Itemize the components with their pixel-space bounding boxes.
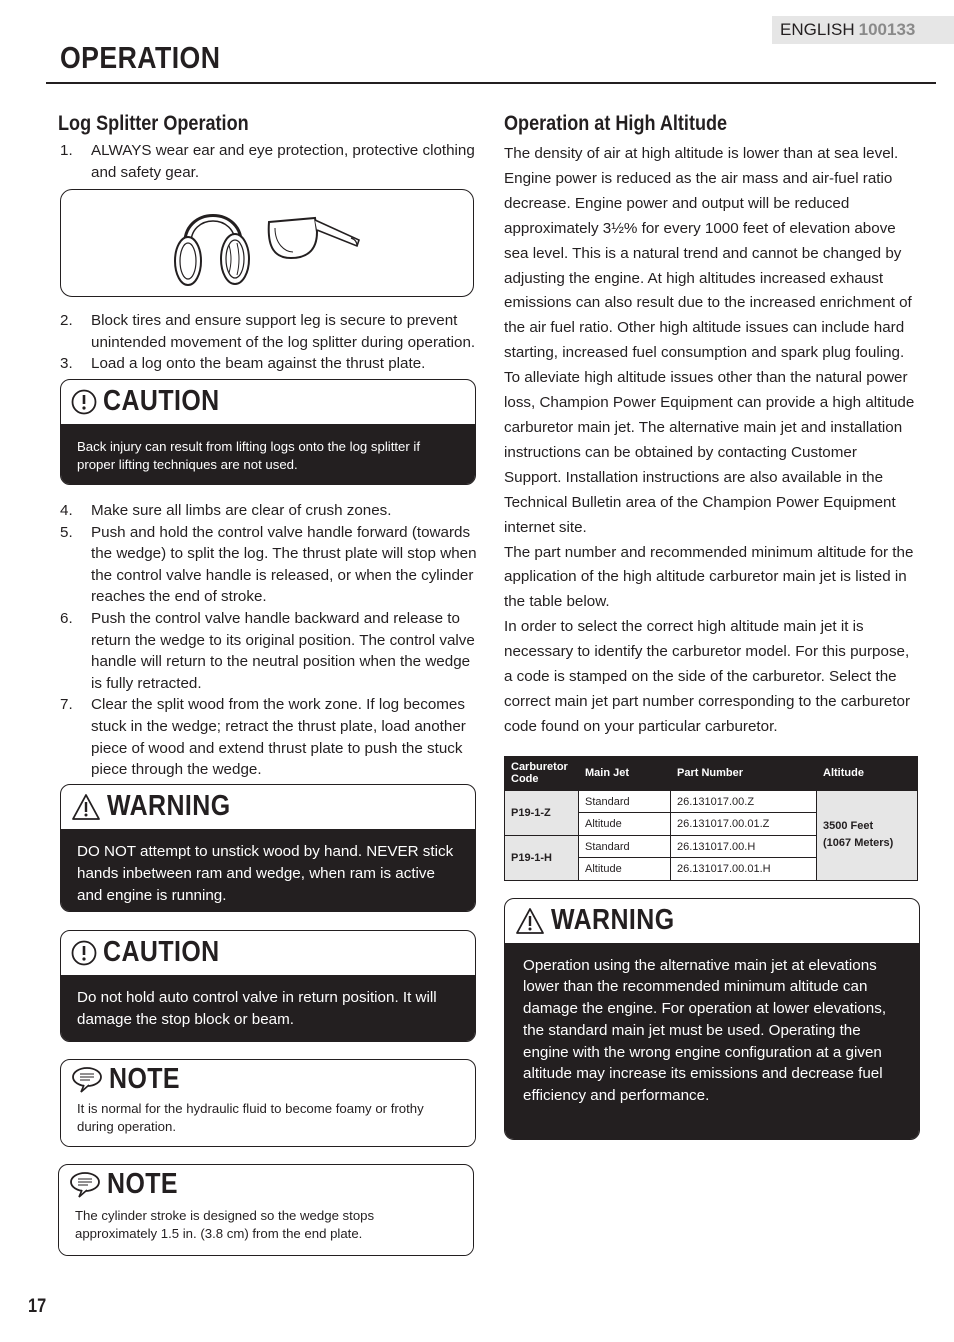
page-number: 17: [28, 1296, 47, 1317]
model-code: 100133: [858, 20, 916, 39]
list-item: [58, 353, 478, 375]
section-title-high-altitude: Operation at High Altitude: [504, 112, 728, 135]
step-number: 3.: [60, 355, 73, 373]
warning-triangle-icon: [515, 907, 545, 935]
warning-box-unstick-wood: [60, 784, 476, 912]
list-item: [58, 310, 478, 353]
part-number-cell: 26.131017.00.01.H: [671, 858, 817, 881]
speech-bubble-icon: [71, 1066, 103, 1094]
note-label: NOTE: [109, 1063, 181, 1096]
part-number-cell: 26.131017.00.Z: [671, 790, 817, 813]
warning-text: Operation using the alternative main jet at elevations lower than the recommended minimum altitude can damage the engine. For operation at lower elevations, the standard main jet must be used. Operating the engine with the wrong engine configuration at a given altitude may increase its emissions and decrease fuel efficiency and performance.: [505, 943, 919, 1139]
paragraph: To alleviate high altitude issues other than the natural power loss, Champion Power Equipment can provide a high altitude carburetor main jet. The alternative main jet and installation instructions can be obtained by contacting Customer Support. Installation instructions are also available in the Technical Bulletin area of the Champion Power Equipment internet site.: [504, 369, 915, 536]
caution-text: Back injury can result from lifting logs onto the log splitter if proper lifting techniques are not used.: [61, 424, 475, 484]
paragraph: The density of air at high altitude is lower than at sea level. Engine power is reduced as the air mass and air-fuel ratio decrease. Engine power and output will be reduced approximately 3½% for every 1000 feet of elevation above sea level. This is a natural trend and cannot be changed by adjusting the engine. At high altitudes increased exhaust emissions can also result due to the increased enrichment of the air fuel ratio. Other high altitude issues can include hard starting, increased fuel consumption and spark plug fouling.: [504, 145, 912, 362]
step-text: Clear the split wood from the work zone. If log becomes stuck in the wedge; retract the thrust plate, load another piece of wood and extend thrust plate to push the stuck piece through the wedge.: [91, 696, 466, 779]
paragraph: In order to select the correct high altitude main jet it is necessary to identify the carburetor model. For this purpose, a code is stamped on the side of the carburetor. Select the correct main jet part number corresponding to the carburetor code found on your particular carburetor.: [504, 618, 911, 735]
list-item: [58, 500, 478, 522]
part-number-cell: 26.131017.00.01.Z: [671, 813, 817, 836]
step-number: 4.: [60, 501, 73, 519]
carburetor-code: P19-1-H: [505, 835, 579, 880]
page-title: OPERATION: [60, 40, 221, 75]
caution-icon: [71, 389, 97, 415]
main-jet-cell: Standard: [579, 790, 671, 813]
list-item: [58, 140, 478, 183]
step-text: Push and hold the control valve handle forward (towards the wedge) to split the log. The thrust plate will stop when the control valve handle is released, or when the cylinder reaches the end of stroke.: [91, 523, 477, 606]
table-header-row: [505, 756, 918, 790]
main-jet-cell: Altitude: [579, 858, 671, 881]
note-box-cylinder-stroke: [58, 1164, 474, 1256]
list-item: [58, 694, 478, 780]
language-label: ENGLISH: [780, 20, 855, 39]
list-item: [58, 608, 478, 694]
list-item: [58, 522, 478, 608]
altitude-cell: [817, 790, 918, 880]
altitude-feet: 3500 Feet: [823, 820, 874, 833]
note-text: It is normal for the hydraulic fluid to become foamy or frothy during operation.: [61, 1100, 475, 1146]
step-number: 6.: [60, 609, 73, 627]
steps-list-a: [58, 140, 478, 183]
column-header: Carburetor Code: [505, 756, 579, 790]
main-jet-cell: Altitude: [579, 813, 671, 836]
main-jet-table: [504, 756, 918, 881]
table-row: [505, 790, 918, 813]
step-number: 1.: [60, 142, 73, 159]
caution-text: Do not hold auto control valve in return position. It will damage the stop block or beam.: [61, 975, 475, 1041]
caution-box-control-valve: [60, 930, 476, 1042]
column-header: Main Jet: [579, 756, 671, 790]
title-divider: [46, 82, 936, 84]
caution-icon: [71, 940, 97, 966]
language-tab: [772, 16, 954, 44]
step-number: 5.: [60, 523, 73, 541]
part-number-cell: 26.131017.00.H: [671, 835, 817, 858]
main-jet-cell: Standard: [579, 835, 671, 858]
warning-triangle-icon: [71, 793, 101, 821]
steps-list-c: [58, 500, 478, 781]
note-box-hydraulic-fluid: [60, 1059, 476, 1147]
step-text: ALWAYS wear ear and eye protection, protective clothing and safety gear.: [91, 142, 475, 181]
speech-bubble-icon: [69, 1171, 101, 1199]
caution-label: CAUTION: [103, 936, 220, 969]
column-header: Altitude: [817, 756, 918, 790]
right-column: [504, 112, 918, 1140]
step-text: Make sure all limbs are clear of crush zones.: [91, 501, 392, 519]
step-text: Block tires and ensure support leg is secure to prevent unintended movement of the log splitter during operation.: [91, 312, 476, 351]
paragraph: The part number and recommended minimum altitude for the application of the high altitude carburetor main jet is listed in the table below.: [504, 543, 914, 611]
section-title-log-splitter: Log Splitter Operation: [58, 112, 249, 135]
protective-gear-illustration: [60, 189, 474, 297]
column-header: Part Number: [671, 756, 817, 790]
warning-label: WARNING: [551, 904, 675, 937]
warning-box-altitude: [504, 898, 920, 1140]
step-number: 2.: [60, 312, 73, 330]
carburetor-code: P19-1-Z: [505, 790, 579, 835]
step-number: 7.: [60, 696, 73, 714]
note-text: The cylinder stroke is designed so the wedge stops approximately 1.5 in. (3.8 cm) from the end plate.: [59, 1205, 473, 1255]
altitude-meters: (1067 Meters): [823, 837, 894, 850]
left-column: [58, 112, 478, 1256]
step-text: Load a log onto the beam against the thrust plate.: [91, 355, 426, 373]
note-label: NOTE: [107, 1168, 179, 1201]
caution-box-back-injury: [60, 379, 476, 485]
caution-label: CAUTION: [103, 385, 220, 418]
safety-glasses-icon: [263, 208, 363, 278]
ear-muffs-icon: [171, 195, 255, 291]
warning-label: WARNING: [107, 790, 231, 823]
warning-text: DO NOT attempt to unstick wood by hand. NEVER stick hands inbetween ram and wedge, when ram is active and engine is running.: [61, 829, 475, 911]
steps-list-b: [58, 310, 478, 375]
step-text: Push the control valve handle backward and release to return the wedge to its original position. The control valve handle will return to the neutral position when the wedge is fully retracted.: [91, 609, 475, 692]
